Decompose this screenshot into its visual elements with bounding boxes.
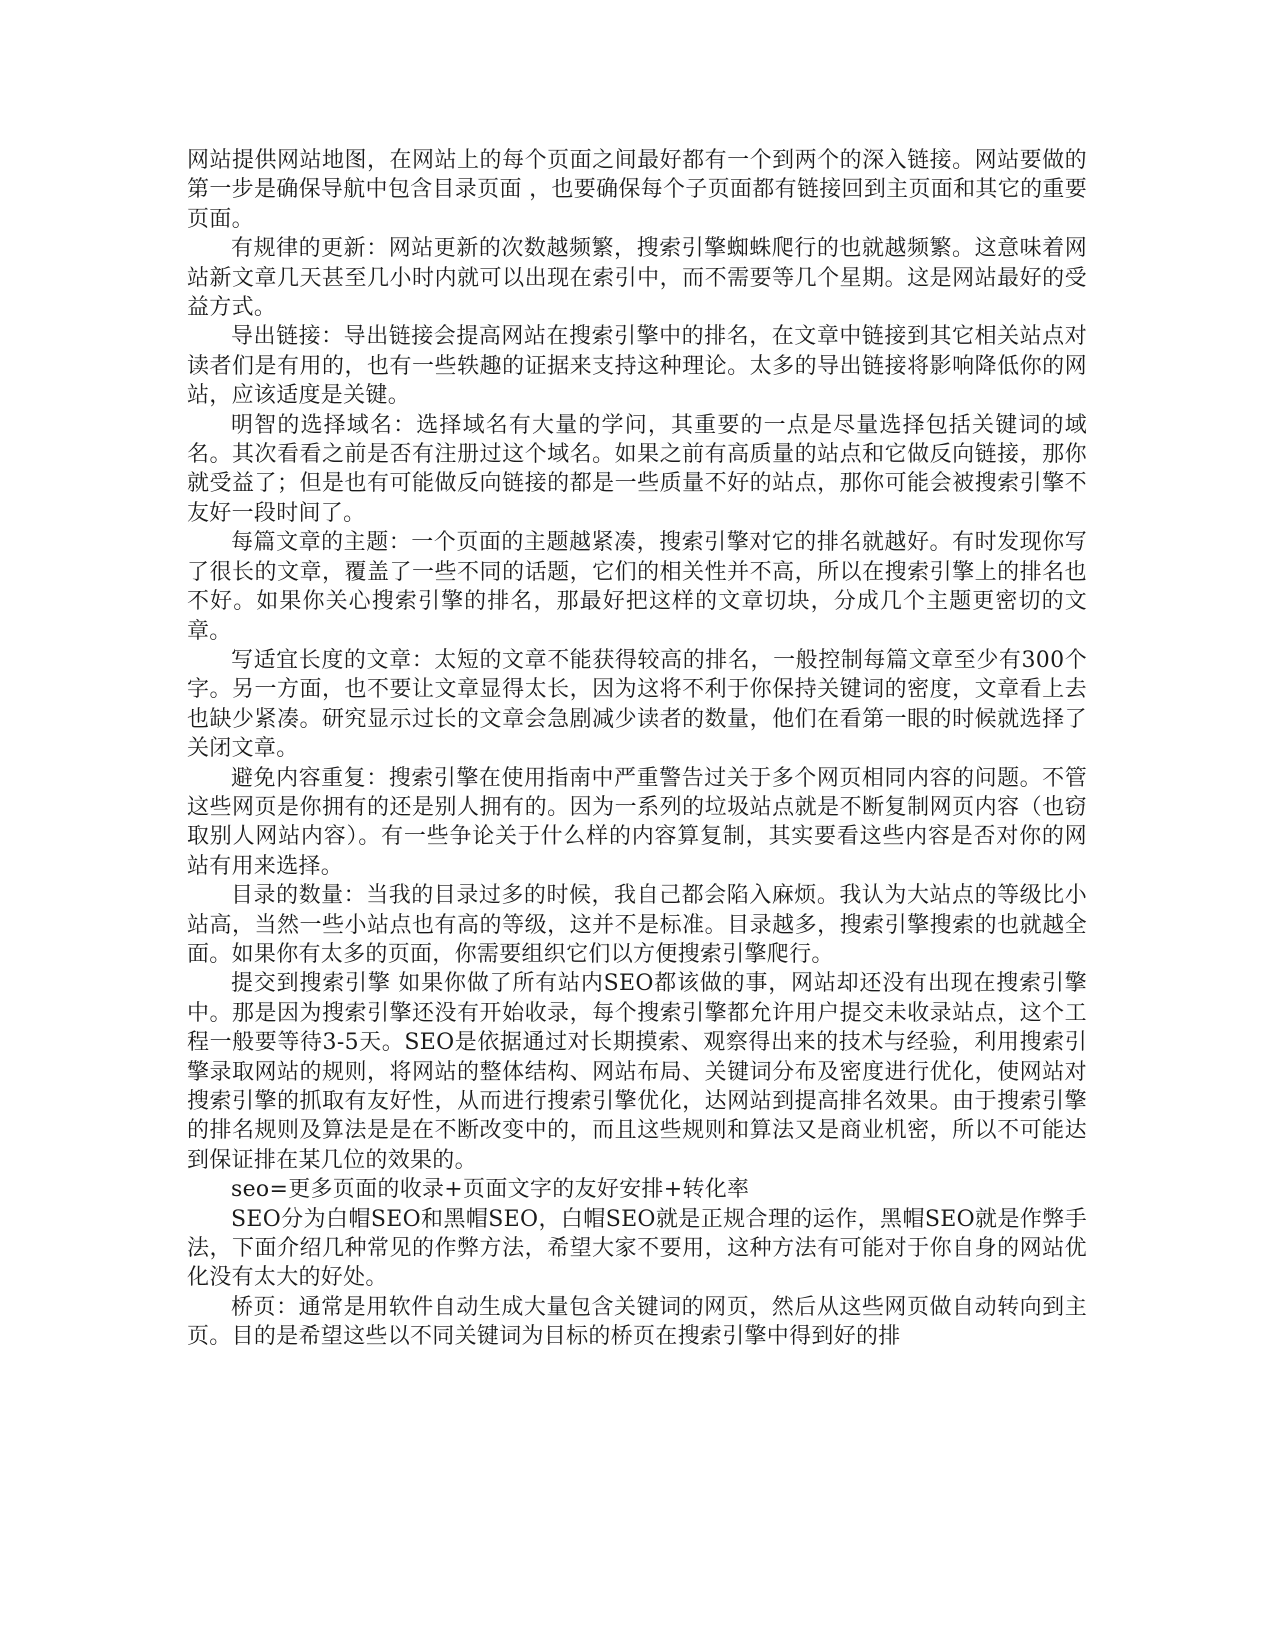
paragraph-avoid-duplicate: 避免内容重复：搜索引擎在使用指南中严重警告过关于多个网页相同内容的问题。不管这些网页是你拥有的还是别人拥有的。因为一系列的垃圾站点就是不断复制网页内容（也窃取别人网站内容）。有一些争论关于什么样的内容算复制，其实要看这些内容是否对你的网站有用来选择。 [187,765,1087,879]
paragraph-doorway-pages: 桥页：通常是用软件自动生成大量包含关键词的网页，然后从这些网页做自动转向到主页。目的是希望这些以不同关键词为目标的桥页在搜索引擎中得到好的排 [187,1294,1087,1350]
document-body [187,146,1087,1352]
paragraph-regular-updates: 有规律的更新：网站更新的次数越频繁，搜索引擎蜘蛛爬行的也就越频繁。这意味着网站新文章几天甚至几小时内就可以出现在索引中，而不需要等几个星期。这是网站最好的受益方式。 [187,236,1087,321]
paragraph-submit-search-engine: 提交到搜索引擎 如果你做了所有站内SEO都该做的事，网站却还没有出现在搜索引擎中。那是因为搜索引擎还没有开始收录，每个搜索引擎都允许用户提交未收录站点，这个工程一般要等待3-5天。SEO是依据通过对长期摸索、观察得出来的技术与经验，利用搜索引擎录取网站的规则，将网站的整体结构、网站布局、关键词分布及密度进行优化，使网站对搜索引擎的抓取有友好性，从而进行搜索引擎优化，达网站到提高排名效果。由于搜索引擎的排名规则及算法是是在不断改变中的，而且这些规则和算法又是商业机密，所以不可能达到保证排在某几位的效果的。 [187,971,1087,1173]
paragraph-sitemap-continuation: 网站提供网站地图，在网站上的每个页面之间最好都有一个到两个的深入链接。网站要做的第一步是确保导航中包含目录页面 ，也要确保每个子页面都有链接回到主页面和其它的重要页面。 [187,148,1087,232]
paragraph-outbound-links: 导出链接：导出链接会提高网站在搜索引擎中的排名，在文章中链接到其它相关站点对读者们是有用的，也有一些轶趣的证据来支持这种理论。太多的导出链接将影响降低你的网站，应该适度是关键。 [187,324,1087,409]
paragraph-white-black-hat: SEO分为白帽SEO和黑帽SEO，白帽SEO就是正规合理的运作，黑帽SEO就是作弊手法，下面介绍几种常见的作弊方法，希望大家不要用，这种方法有可能对于你自身的网站优化没有太大的好处。 [187,1206,1087,1291]
paragraph-seo-formula: seo=更多页面的收录+页面文字的友好安排+转化率 [231,1177,750,1203]
paragraph-directory-count: 目录的数量：当我的目录过多的时候，我自己都会陷入麻烦。我认为大站点的等级比小站高，当然一些小站点也有高的等级，这并不是标准。目录越多，搜索引擎搜索的也就越全面。如果你有太多的页面，你需要组织它们以方便搜索引擎爬行。 [187,883,1087,967]
paragraph-article-topic: 每篇文章的主题：一个页面的主题越紧凑，搜索引擎对它的排名就越好。有时发现你写了很长的文章，覆盖了一些不同的话题，它们的相关性并不高，所以在搜索引擎上的排名也不好。如果你关心搜索引擎的排名，那最好把这样的文章切块，分成几个主题更密切的文章。 [187,530,1087,644]
paragraph-domain-choice: 明智的选择域名：选择域名有大量的学问，其重要的一点是尽量选择包括关键词的域名。其次看看之前是否有注册过这个域名。如果之前有高质量的站点和它做反向链接，那你就受益了；但是也有可能做反向链接的都是一些质量不好的站点，那你可能会被搜索引擎不友好一段时间了。 [187,412,1087,526]
paragraph-article-length: 写适宜长度的文章：太短的文章不能获得较高的排名，一般控制每篇文章至少有300个字。另一方面，也不要让文章显得太长，因为这将不利于你保持关键词的密度，文章看上去也缺少紧凑。研究显示过长的文章会急剧减少读者的数量，他们在看第一眼的时候就选择了关闭文章。 [187,647,1087,762]
